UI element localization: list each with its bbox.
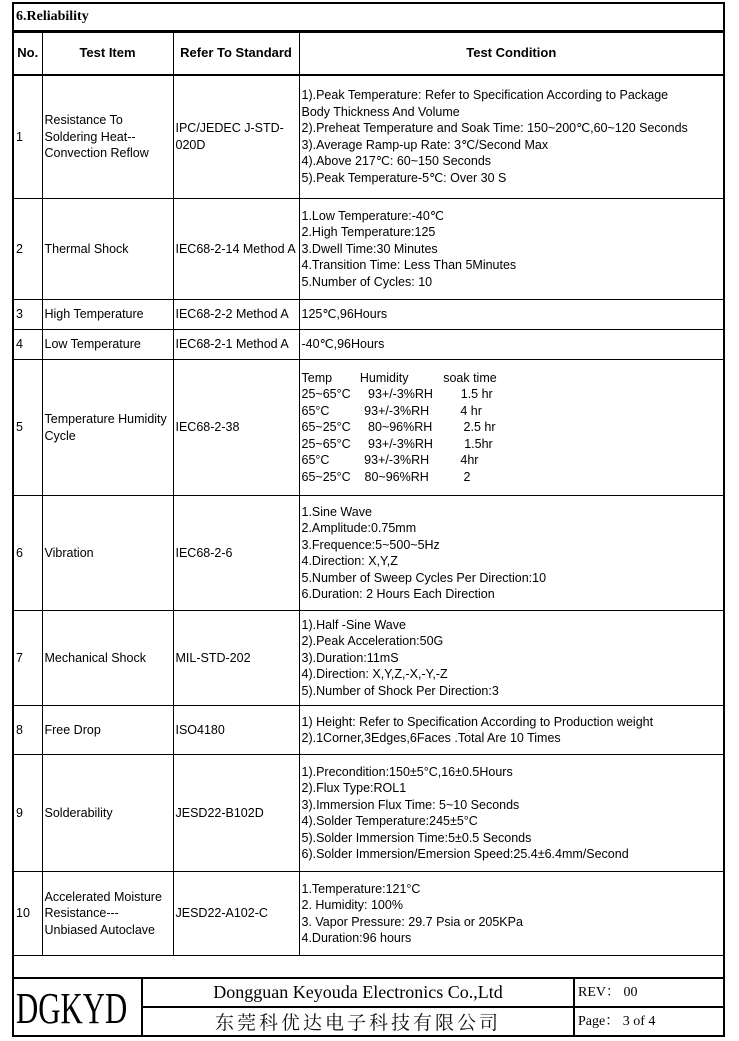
condition-line: 2.Amplitude:0.75mm (301, 521, 417, 535)
test-condition (299, 706, 723, 755)
header-test-condition: Test Condition (299, 33, 723, 75)
condition-line: 3).Immersion Flux Time: 5~10 Seconds (301, 797, 520, 812)
test-item: Mechanical Shock (42, 611, 173, 706)
condition-line: 25~65°C 93+/-3%RH 1.5 hr (301, 387, 493, 402)
condition-line: 1).Precondition:150±5°C,16±0.5Hours (301, 764, 513, 779)
condition-line: 2).Peak Acceleration:50G (301, 634, 444, 649)
test-item: Accelerated Moisture Resistance---Unbiased Autoclave (42, 872, 173, 956)
table-row (14, 199, 723, 300)
test-item: Resistance To Soldering Heat--Convection Reflow (42, 75, 173, 199)
condition-line: 1.Low Temperature:-40℃ (301, 208, 444, 223)
row-number: 2 (14, 199, 42, 300)
reference-standard: JESD22-A102-C (173, 872, 299, 956)
test-condition (299, 755, 723, 872)
reference-standard: ISO4180 (173, 706, 299, 755)
condition-line: 125℃,96Hours (301, 307, 388, 322)
condition-line: 1.Sine Wave (301, 504, 372, 519)
test-condition (299, 496, 723, 611)
condition-line: 3.Dwell Time:30 Minutes (301, 241, 438, 256)
test-item: Vibration (42, 496, 173, 611)
condition-line: 2).Flux Type:ROL1 (301, 781, 407, 795)
test-item: Low Temperature (42, 330, 173, 360)
condition-line: -40℃,96Hours (301, 337, 385, 352)
condition-line: 2. Humidity: 100% (301, 898, 403, 912)
reference-standard: MIL-STD-202 (173, 611, 299, 706)
condition-line: 6).Solder Immersion/Emersion Speed:25.4±6.4mm/Second (301, 847, 629, 861)
table-row (14, 360, 723, 496)
reference-standard: IPC/JEDEC J-STD-020D (173, 75, 299, 199)
test-condition (299, 199, 723, 300)
reference-standard: IEC68-2-2 Method A (173, 300, 299, 330)
condition-line: 25~65°C 93+/-3%RH 1.5hr (301, 436, 493, 451)
test-condition (299, 611, 723, 706)
row-number: 8 (14, 706, 42, 755)
company-logo (14, 979, 143, 1035)
header-test-item: Test Item (42, 33, 173, 75)
reference-standard: IEC68-2-6 (173, 496, 299, 611)
condition-line: 1) Height: Refer to Specification According to Production weight (301, 714, 654, 729)
page-number: Page： 3 of 4 (573, 1008, 723, 1035)
condition-line: 65°C 93+/-3%RH 4 hr (301, 403, 482, 418)
company-name-english: Dongguan Keyouda Electronics Co.,Ltd (143, 979, 573, 1008)
reference-standard: IEC68-2-38 (173, 360, 299, 496)
revision-label: REV： 00 (573, 979, 723, 1008)
test-item: Free Drop (42, 706, 173, 755)
blank-row (14, 955, 723, 979)
row-number: 1 (14, 75, 42, 199)
table-row (14, 75, 723, 199)
table-row (14, 611, 723, 706)
condition-line: 2).1Corner,3Edges,6Faces .Total Are 10 Times (301, 731, 561, 745)
condition-line: 2.High Temperature:125 (301, 225, 436, 240)
condition-line: 4.Duration:96 hours (301, 931, 412, 945)
condition-line: 1.Temperature:121°C (301, 881, 421, 896)
logo-text: DGKYD (16, 984, 128, 1033)
condition-line: 4).Direction: X,Y,Z,-X,-Y,-Z (301, 667, 448, 682)
condition-line: 3. Vapor Pressure: 29.7 Psia or 205KPa (301, 914, 523, 929)
table-row (14, 706, 723, 755)
test-condition (299, 872, 723, 956)
table-row (14, 330, 723, 360)
test-item: Thermal Shock (42, 199, 173, 300)
condition-line: 5).Solder Immersion Time:5±0.5 Seconds (301, 830, 532, 845)
row-number: 10 (14, 872, 42, 956)
header-standard: Refer To Standard (173, 33, 299, 75)
table-row (14, 496, 723, 611)
reference-standard: JESD22-B102D (173, 755, 299, 872)
table-row (14, 755, 723, 872)
condition-line: 1).Half -Sine Wave (301, 617, 406, 632)
company-name-chinese: 东莞科优达电子科技有限公司 (214, 1012, 501, 1034)
condition-line: 4.Direction: X,Y,Z (301, 554, 398, 568)
header-no: No. (14, 33, 42, 75)
condition-line: 4).Above 217℃: 60~150 Seconds (301, 154, 492, 169)
row-number: 5 (14, 360, 42, 496)
condition-line: 6.Duration: 2 Hours Each Direction (301, 587, 495, 601)
condition-line: 5.Number of Sweep Cycles Per Direction:10 (301, 570, 547, 585)
test-item: Solderability (42, 755, 173, 872)
row-number: 9 (14, 755, 42, 872)
test-item: Temperature Humidity Cycle (42, 360, 173, 496)
table-row (14, 300, 723, 330)
section-title: 6.Reliability (14, 4, 723, 32)
reference-standard: IEC68-2-1 Method A (173, 330, 299, 360)
condition-line: 3.Frequence:5~500~5Hz (301, 537, 440, 552)
condition-line: 65~25°C 80~96%RH 2 (301, 469, 471, 484)
row-number: 3 (14, 300, 42, 330)
test-condition (299, 360, 723, 496)
reliability-table (14, 32, 723, 956)
test-condition (299, 75, 723, 199)
condition-line: 5).Number of Shock Per Direction:3 (301, 683, 499, 698)
condition-line: 5.Number of Cycles: 10 (301, 274, 433, 289)
test-condition (299, 300, 723, 330)
condition-line: 5).Peak Temperature-5℃: Over 30 S (301, 170, 507, 185)
test-item: High Temperature (42, 300, 173, 330)
reference-standard: IEC68-2-14 Method A (173, 199, 299, 300)
row-number: 4 (14, 330, 42, 360)
condition-line: 3).Duration:11mS (301, 650, 399, 665)
condition-line: 3).Average Ramp-up Rate: 3℃/Second Max (301, 137, 549, 152)
reliability-sheet (12, 2, 725, 1037)
condition-line: 65°C 93+/-3%RH 4hr (301, 453, 479, 468)
row-number: 7 (14, 611, 42, 706)
test-condition (299, 330, 723, 360)
condition-line: 4.Transition Time: Less Than 5Minutes (301, 258, 517, 273)
title-block (14, 979, 723, 1037)
row-number: 6 (14, 496, 42, 611)
condition-line: 1).Peak Temperature: Refer to Specification According to Package (301, 88, 669, 103)
condition-line: Temp Humidity soak time (301, 370, 497, 385)
condition-line: 2).Preheat Temperature and Soak Time: 150~200℃,60~120 Seconds (301, 121, 688, 136)
condition-line: Body Thickness And Volume (301, 104, 460, 119)
condition-line: 65~25°C 80~96%RH 2.5 hr (301, 420, 496, 435)
condition-line: 4).Solder Temperature:245±5°C (301, 814, 478, 828)
table-row (14, 872, 723, 956)
table-header-row (14, 33, 723, 75)
